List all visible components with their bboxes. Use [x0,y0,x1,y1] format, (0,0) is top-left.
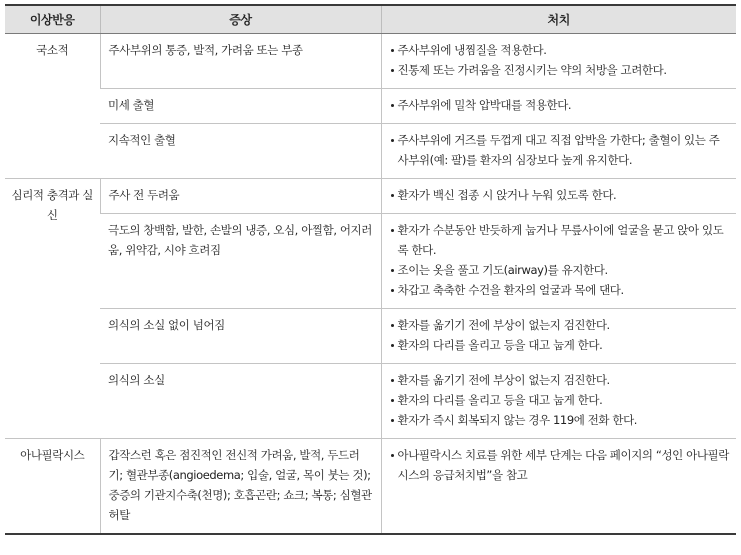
treatment-item: 주사부위에 밀착 압박대를 적용한다. [390,95,730,115]
header-treatment: 처치 [381,5,736,34]
symptom-cell [100,124,381,179]
symptom-text: 지속적인 출혈 [108,133,176,147]
treatment-item: 조이는 옷을 풀고 기도(airway)를 유지한다. [390,260,730,280]
symptom-cell [100,364,381,439]
header-reaction: 이상반응 [5,5,100,34]
symptom-cell [100,89,381,124]
treatment-cell [381,179,736,214]
symptom-cell [100,214,381,309]
treatment-cell [381,439,736,535]
treatment-item: 주사부위에 냉찜질을 적용한다. [390,40,730,60]
treatment-item: 환자의 다리를 올리고 등을 대고 눕게 한다. [390,390,730,410]
table-row [5,34,736,89]
treatment-item: 환자가 수분동안 반듯하게 눕거나 무릎사이에 얼굴을 묻고 앉아 있도록 한다. [390,220,730,260]
table-row [5,309,736,364]
symptom-text: 미세 출혈 [108,98,155,112]
treatment-item: 환자를 옮기기 전에 부상이 없는지 검진한다. [390,370,730,390]
treatment-item: 환자를 옮기기 전에 부상이 없는지 검진한다. [390,315,730,335]
table-row [5,214,736,309]
symptom-text: 주사부위의 통증, 발적, 가려움 또는 부종 [108,43,303,57]
treatment-item: 주사부위에 거즈를 두껍게 대고 직접 압박을 가한다; 출혈이 있는 주사부위(예: 팔)를 환자의 심장보다 높게 유지한다. [390,130,730,170]
treatment-item: 진통제 또는 가려움을 진정시키는 약의 처방을 고려한다. [390,60,730,80]
table-row [5,89,736,124]
table-row [5,439,736,535]
treatment-cell [381,214,736,309]
category-cell: 국소적 [5,34,100,179]
symptom-text: 의식의 소실 [108,373,165,387]
table-header-row [5,5,736,34]
treatment-item: 환자의 다리를 올리고 등을 대고 눕게 한다. [390,335,730,355]
treatment-cell [381,309,736,364]
symptom-cell [100,309,381,364]
category-cell: 심리적 충격과 실신 [5,179,100,439]
symptom-text: 주사 전 두려움 [108,188,180,202]
treatment-item: 아나필락시스 치료를 위한 세부 단계는 다음 페이지의 “성인 아나필락시스의 응급처치법”을 참고 [390,445,730,485]
treatment-item: 환자가 즉시 회복되지 않는 경우 119에 전화 한다. [390,410,730,430]
category-cell: 아나필락시스 [5,439,100,535]
symptom-cell [100,439,381,535]
adverse-reaction-table [5,4,736,535]
treatment-item: 차갑고 축축한 수건을 환자의 얼굴과 목에 댄다. [390,280,730,300]
treatment-cell [381,34,736,89]
table-row [5,364,736,439]
treatment-item: 환자가 백신 접종 시 앉거나 누워 있도록 한다. [390,185,730,205]
symptom-text: 극도의 창백함, 발한, 손발의 냉증, 오심, 아찔함, 어지러움, 위약감, 시야 흐려짐 [108,223,372,257]
treatment-cell [381,364,736,439]
table-row [5,179,736,214]
table-row [5,124,736,179]
symptom-cell [100,34,381,89]
header-symptom: 증상 [100,5,381,34]
symptom-cell [100,179,381,214]
symptom-text: 의식의 소실 없이 넘어짐 [108,318,225,332]
symptom-text: 갑작스런 혹은 점진적인 전신적 가려움, 발적, 두드러기; 혈관부종(angioedema; 입술, 얼굴, 목이 붓는 것); 중증의 기관지수축(천명); 호흡곤란; 쇼크; 복통; 심혈관허탈 [108,448,372,522]
treatment-cell [381,124,736,179]
treatment-cell [381,89,736,124]
